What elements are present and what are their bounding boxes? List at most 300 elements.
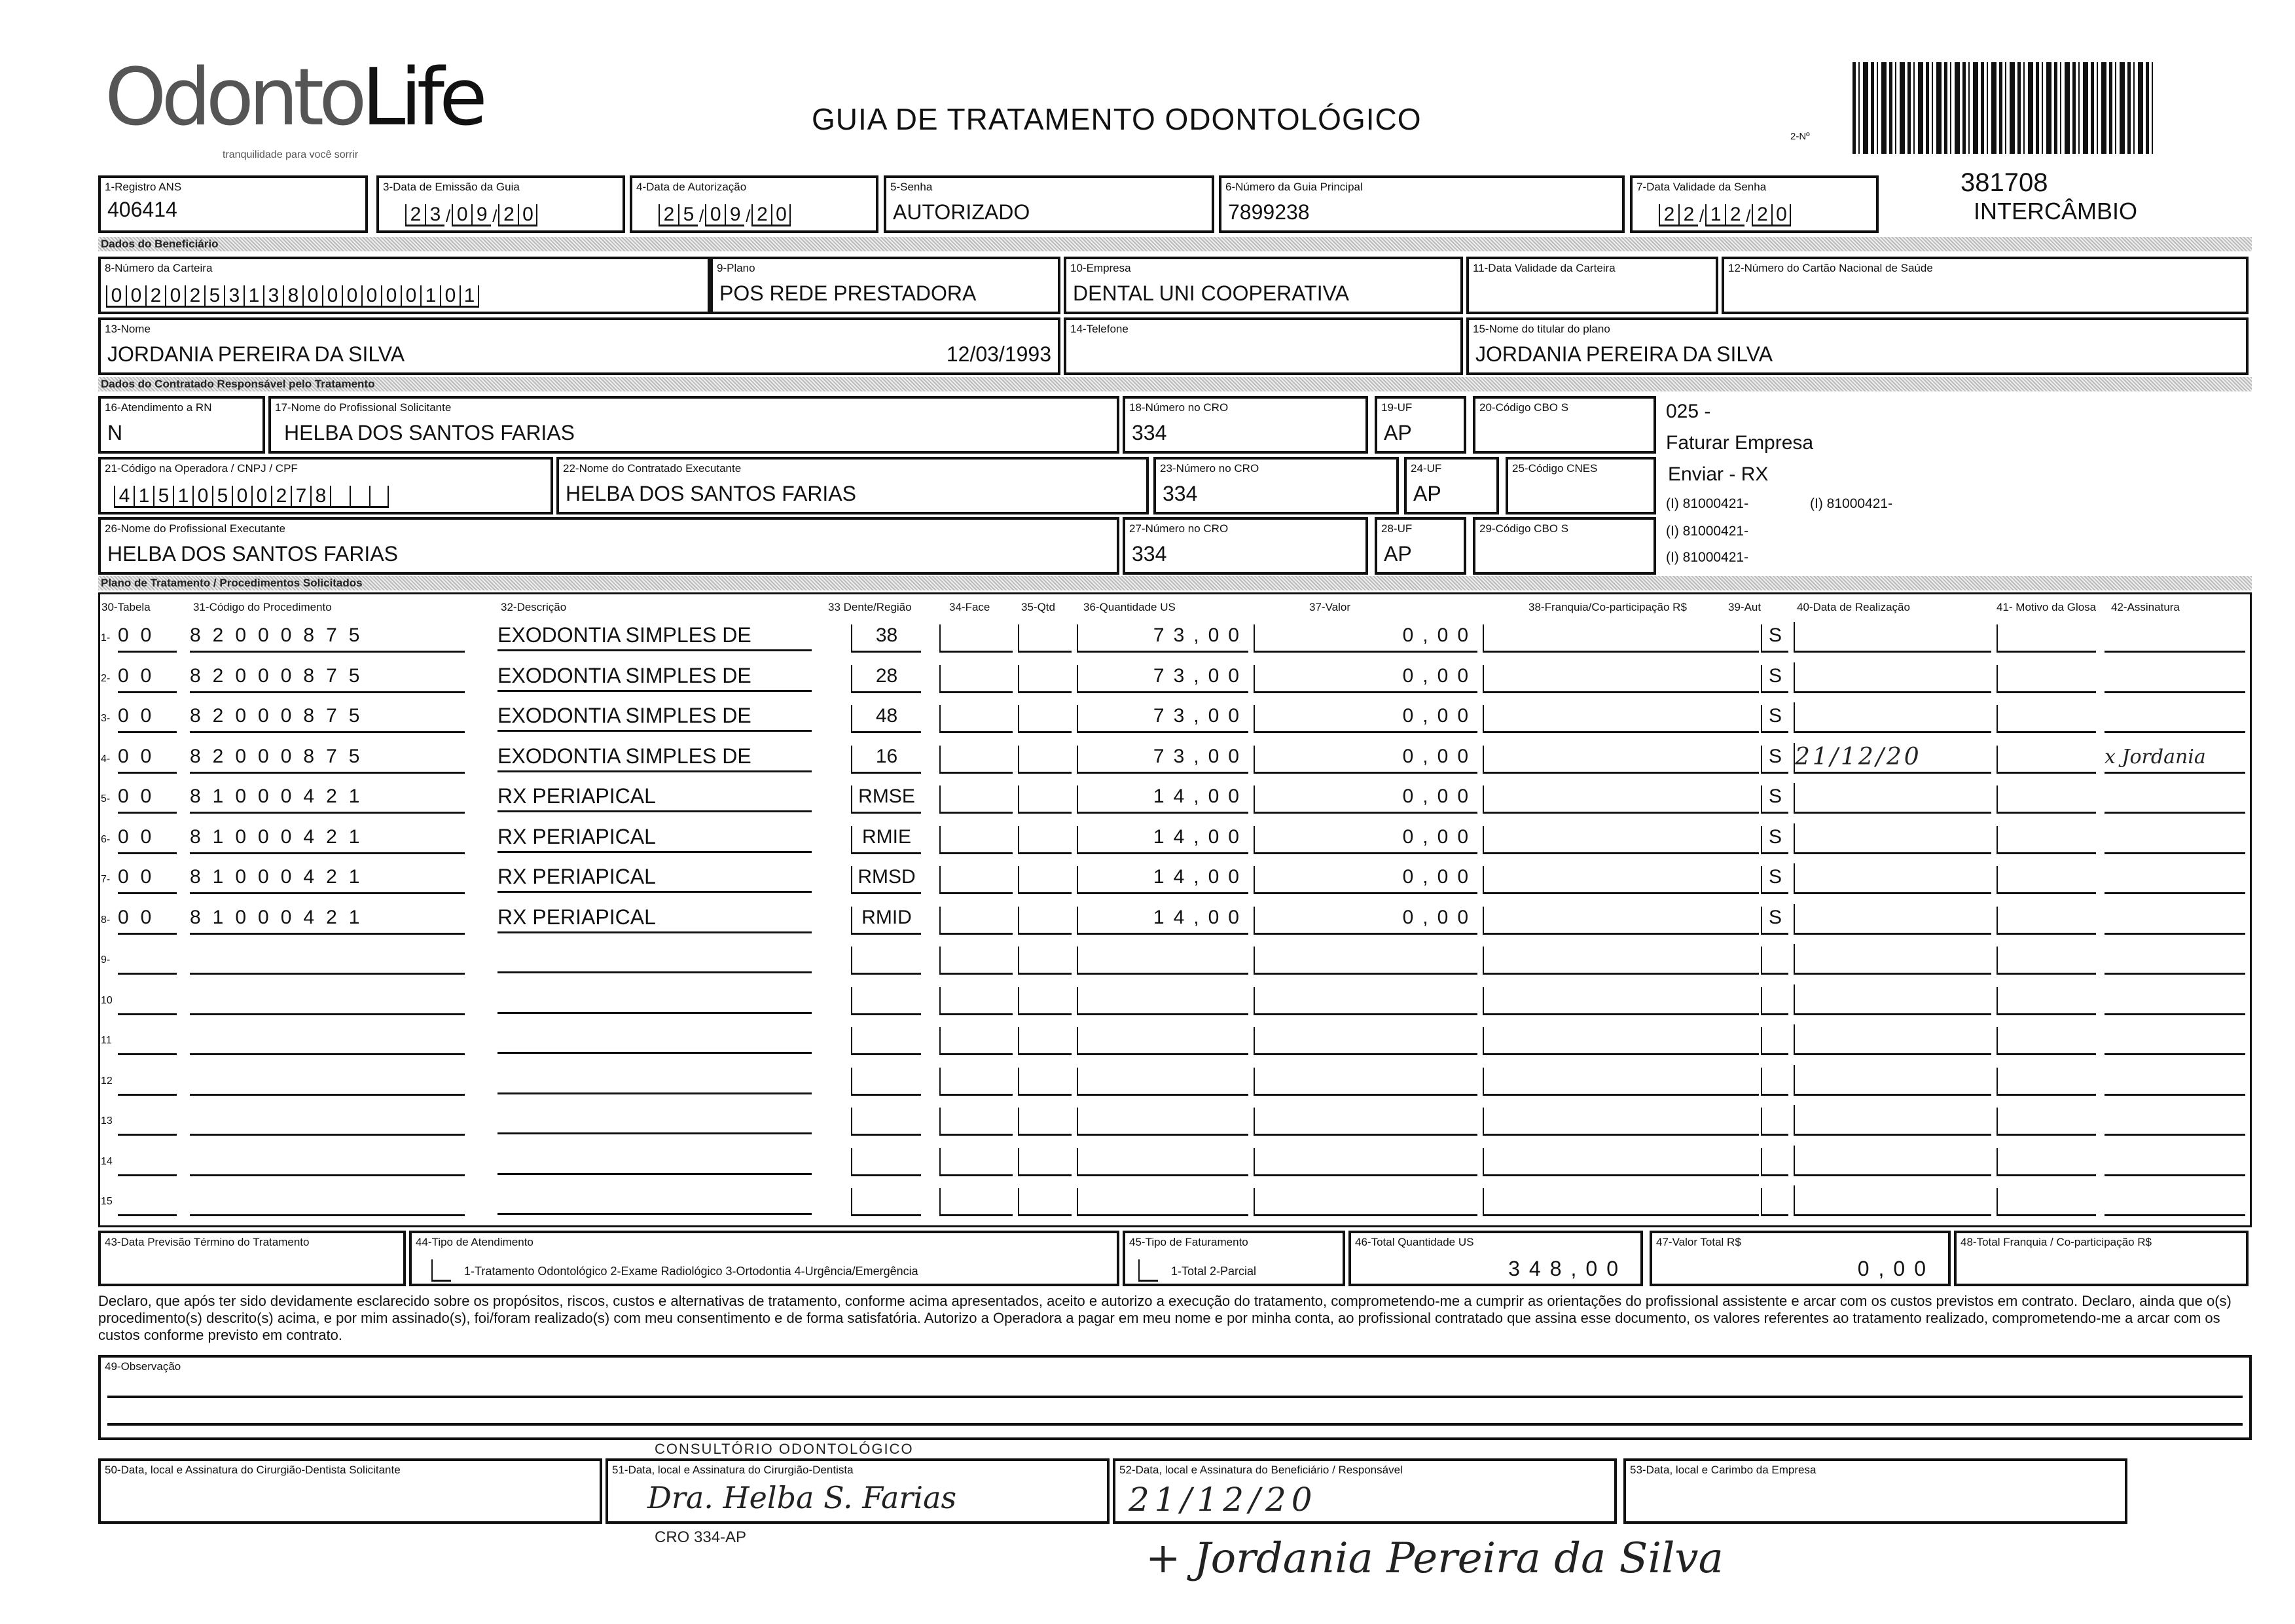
assinatura-cell[interactable] bbox=[2105, 1105, 2245, 1136]
codigo-cell[interactable] bbox=[190, 947, 465, 975]
cbo-20-field[interactable] bbox=[1473, 396, 1656, 454]
aut-cell[interactable] bbox=[1761, 1188, 1788, 1216]
tabela-cell[interactable]: 00 bbox=[118, 624, 177, 653]
codigo-cell[interactable] bbox=[190, 1188, 465, 1216]
face-cell[interactable] bbox=[939, 947, 1013, 975]
assinatura-cell[interactable] bbox=[2105, 1185, 2245, 1216]
table-row bbox=[98, 822, 2252, 855]
digit-cell: 0 bbox=[1771, 204, 1791, 226]
quantidade-us-cell[interactable] bbox=[1077, 947, 1248, 975]
th-descricao: 32-Descrição bbox=[501, 601, 567, 613]
data-realizacao-cell[interactable] bbox=[1794, 662, 1991, 693]
validade-senha-field[interactable] bbox=[1630, 175, 1879, 233]
descricao-cell[interactable] bbox=[497, 1066, 812, 1094]
cnes-field[interactable] bbox=[1506, 457, 1656, 514]
titular-field[interactable] bbox=[1466, 317, 2249, 375]
data-realizacao-cell[interactable] bbox=[1794, 1105, 1991, 1136]
data-realizacao-cell[interactable] bbox=[1794, 863, 1991, 894]
qtd-cell[interactable] bbox=[1018, 1027, 1072, 1055]
dente-cell[interactable] bbox=[851, 1108, 921, 1136]
data-realizacao-cell[interactable] bbox=[1794, 944, 1991, 975]
franquia-cell[interactable] bbox=[1483, 785, 1759, 814]
cro-23-value: 334 bbox=[1163, 482, 1198, 505]
observacao-field[interactable] bbox=[98, 1355, 2252, 1440]
qtd-cell[interactable] bbox=[1018, 1108, 1072, 1136]
quantidade-us-cell[interactable]: 73,00 bbox=[1077, 746, 1248, 774]
descricao-cell[interactable]: RX PERIAPICAL bbox=[497, 825, 812, 853]
total-us-field[interactable] bbox=[1348, 1231, 1643, 1286]
field-label: 26-Nome do Profissional Executante bbox=[105, 522, 285, 535]
descricao-cell[interactable]: EXODONTIA SIMPLES DE bbox=[497, 704, 812, 732]
date-separator: / bbox=[1746, 206, 1751, 226]
motivo-glosa-cell[interactable] bbox=[1997, 1027, 2096, 1055]
tabela-cell[interactable]: 00 bbox=[118, 785, 177, 814]
tabela-cell[interactable]: 00 bbox=[118, 907, 177, 935]
qtd-cell[interactable] bbox=[1018, 785, 1072, 814]
guia-principal-field[interactable] bbox=[1219, 175, 1625, 233]
dente-cell[interactable]: 38 bbox=[851, 624, 921, 653]
codigo-operadora-field[interactable] bbox=[98, 457, 553, 514]
qtd-cell[interactable] bbox=[1018, 1188, 1072, 1216]
field-label: 14-Telefone bbox=[1070, 323, 1129, 335]
assinatura-cell[interactable] bbox=[2105, 984, 2245, 1015]
quantidade-us-cell[interactable] bbox=[1077, 987, 1248, 1015]
dente-cell[interactable]: RMSE bbox=[851, 785, 921, 814]
qtd-cell[interactable] bbox=[1018, 746, 1072, 774]
valor-cell[interactable]: 0,00 bbox=[1254, 826, 1477, 854]
valor-cell[interactable] bbox=[1254, 1188, 1477, 1216]
qtd-cell[interactable] bbox=[1018, 826, 1072, 854]
registro-ans-field[interactable] bbox=[98, 175, 368, 233]
quantidade-us-cell[interactable]: 14,00 bbox=[1077, 907, 1248, 935]
face-cell[interactable] bbox=[939, 866, 1013, 894]
valor-cell[interactable]: 0,00 bbox=[1254, 785, 1477, 814]
descricao-cell[interactable]: RX PERIAPICAL bbox=[497, 905, 812, 933]
assinatura-cell[interactable] bbox=[2105, 863, 2245, 894]
valor-cell[interactable] bbox=[1254, 987, 1477, 1015]
digit-cell: 8 bbox=[283, 285, 302, 308]
valor-cell[interactable] bbox=[1254, 1148, 1477, 1176]
row-number: 8- bbox=[101, 914, 111, 926]
face-cell[interactable] bbox=[939, 665, 1013, 693]
motivo-glosa-cell[interactable] bbox=[1997, 705, 2096, 733]
field-label: 45-Tipo de Faturamento bbox=[1129, 1236, 1248, 1248]
codigo-cell[interactable]: 82000875 bbox=[190, 624, 465, 653]
qtd-cell[interactable] bbox=[1018, 665, 1072, 693]
uf-24-field[interactable] bbox=[1404, 457, 1499, 514]
field-label: 7-Data Validade da Senha bbox=[1636, 181, 1767, 193]
aut-cell[interactable]: S bbox=[1761, 866, 1788, 894]
note-line-3: Enviar - RX bbox=[1668, 463, 1769, 485]
quantidade-us-cell[interactable]: 14,00 bbox=[1077, 826, 1248, 854]
digit-cell: 0 bbox=[165, 285, 185, 308]
row-number: 13 bbox=[101, 1115, 113, 1127]
note-code: (I) 81000421- bbox=[1666, 496, 1749, 511]
valor-cell[interactable] bbox=[1254, 1108, 1477, 1136]
cro-18-value: 334 bbox=[1132, 421, 1167, 444]
field-label: 46-Total Quantidade US bbox=[1355, 1236, 1474, 1248]
data-emissao-field[interactable] bbox=[376, 175, 625, 233]
franquia-cell[interactable] bbox=[1483, 705, 1759, 733]
qtd-cell[interactable] bbox=[1018, 907, 1072, 935]
descricao-cell[interactable]: RX PERIAPICAL bbox=[497, 784, 812, 812]
codigo-cell[interactable]: 81000421 bbox=[190, 907, 465, 935]
data-realizacao-cell[interactable] bbox=[1794, 1146, 1991, 1176]
face-cell[interactable] bbox=[939, 1108, 1013, 1136]
tabela-cell[interactable] bbox=[118, 1148, 177, 1176]
empresa-field[interactable] bbox=[1064, 257, 1463, 314]
qtd-cell[interactable] bbox=[1018, 705, 1072, 733]
tipo-faturamento-field[interactable] bbox=[1123, 1231, 1345, 1286]
quantidade-us-cell[interactable]: 14,00 bbox=[1077, 785, 1248, 814]
digit-cell: 2 bbox=[1678, 204, 1698, 226]
nome-value: JORDANIA PEREIRA DA SILVA bbox=[107, 342, 405, 366]
tipo-atendimento-checkbox[interactable] bbox=[431, 1259, 451, 1282]
codigo-cell[interactable] bbox=[190, 1027, 465, 1055]
franquia-cell[interactable] bbox=[1483, 1027, 1759, 1055]
data-realizacao-cell[interactable] bbox=[1794, 702, 1991, 733]
codigo-cell[interactable]: 81000421 bbox=[190, 785, 465, 814]
f50-field[interactable] bbox=[98, 1458, 602, 1524]
face-cell[interactable] bbox=[939, 987, 1013, 1015]
aut-cell[interactable] bbox=[1761, 947, 1788, 975]
field-label: 49-Observação bbox=[105, 1360, 181, 1373]
guia-numero: 381708 bbox=[1961, 168, 2048, 197]
tabela-cell[interactable]: 00 bbox=[118, 746, 177, 774]
aut-cell[interactable]: S bbox=[1761, 785, 1788, 814]
valor-cell[interactable] bbox=[1254, 1068, 1477, 1096]
th-codigo: 31-Código do Procedimento bbox=[193, 601, 332, 613]
tipo-atendimento-field[interactable] bbox=[409, 1231, 1119, 1286]
motivo-glosa-cell[interactable] bbox=[1997, 826, 2096, 854]
quantidade-us-cell[interactable] bbox=[1077, 1068, 1248, 1096]
descricao-cell[interactable]: EXODONTIA SIMPLES DE bbox=[497, 623, 812, 651]
row-number: 5- bbox=[101, 793, 111, 804]
plano-field[interactable] bbox=[710, 257, 1060, 314]
codigo-cell[interactable] bbox=[190, 1068, 465, 1096]
intercambio-label: INTERCÂMBIO bbox=[1974, 198, 2138, 225]
field-label: 47-Valor Total R$ bbox=[1656, 1236, 1741, 1248]
digit-cell: 1 bbox=[134, 486, 153, 508]
digit-cell: 0 bbox=[126, 285, 145, 308]
codigo-cell[interactable] bbox=[190, 987, 465, 1015]
aut-cell[interactable]: S bbox=[1761, 705, 1788, 733]
assinatura-cell[interactable] bbox=[2105, 662, 2245, 693]
quantidade-us-cell[interactable] bbox=[1077, 1108, 1248, 1136]
quantidade-us-cell[interactable] bbox=[1077, 1027, 1248, 1055]
quantidade-us-cell[interactable]: 73,00 bbox=[1077, 665, 1248, 693]
tabela-cell[interactable] bbox=[118, 1108, 177, 1136]
digit-cell: 0 bbox=[251, 486, 271, 508]
face-cell[interactable] bbox=[939, 785, 1013, 814]
data-realizacao-cell[interactable]: 21/12/20 bbox=[1794, 743, 1991, 774]
motivo-glosa-cell[interactable] bbox=[1997, 947, 2096, 975]
valor-cell[interactable]: 0,00 bbox=[1254, 746, 1477, 774]
data-realizacao-cell[interactable] bbox=[1794, 1065, 1991, 1096]
qtd-cell[interactable] bbox=[1018, 1148, 1072, 1176]
dente-cell[interactable] bbox=[851, 1148, 921, 1176]
quantidade-us-cell[interactable] bbox=[1077, 1148, 1248, 1176]
digit-cell: 1 bbox=[244, 285, 263, 308]
motivo-glosa-cell[interactable] bbox=[1997, 665, 2096, 693]
motivo-glosa-cell[interactable] bbox=[1997, 785, 2096, 814]
uf-28-field[interactable] bbox=[1375, 517, 1466, 575]
qtd-cell[interactable] bbox=[1018, 987, 1072, 1015]
motivo-glosa-cell[interactable] bbox=[1997, 1188, 2096, 1216]
prof-executante-field[interactable] bbox=[98, 517, 1119, 575]
digit-cell: 2 bbox=[751, 204, 771, 226]
descricao-cell[interactable]: RX PERIAPICAL bbox=[497, 865, 812, 893]
codigo-cell[interactable]: 81000421 bbox=[190, 826, 465, 854]
cro-18-field[interactable] bbox=[1123, 396, 1368, 454]
dente-cell[interactable] bbox=[851, 1068, 921, 1096]
face-cell[interactable] bbox=[939, 1148, 1013, 1176]
aut-cell[interactable] bbox=[1761, 1068, 1788, 1096]
franquia-cell[interactable] bbox=[1483, 987, 1759, 1015]
assinatura-cell[interactable] bbox=[2105, 702, 2245, 733]
face-cell[interactable] bbox=[939, 826, 1013, 854]
empresa-value: DENTAL UNI COOPERATIVA bbox=[1073, 281, 1349, 305]
cro-23-field[interactable] bbox=[1153, 457, 1399, 514]
dente-cell[interactable]: 48 bbox=[851, 705, 921, 733]
registro-ans-value: 406414 bbox=[107, 198, 177, 221]
dente-cell[interactable] bbox=[851, 1188, 921, 1216]
aut-cell[interactable]: S bbox=[1761, 624, 1788, 653]
tipo-faturamento-checkbox[interactable] bbox=[1138, 1259, 1158, 1282]
descricao-cell[interactable]: EXODONTIA SIMPLES DE bbox=[497, 664, 812, 692]
assinatura-cell[interactable] bbox=[2105, 823, 2245, 854]
codigo-operadora-digits bbox=[114, 486, 389, 508]
face-cell[interactable] bbox=[939, 705, 1013, 733]
quantidade-us-cell[interactable]: 14,00 bbox=[1077, 866, 1248, 894]
franquia-cell[interactable] bbox=[1483, 1068, 1759, 1096]
f53-field[interactable] bbox=[1623, 1458, 2127, 1524]
franquia-cell[interactable] bbox=[1483, 1108, 1759, 1136]
dente-cell[interactable] bbox=[851, 947, 921, 975]
face-cell[interactable] bbox=[939, 907, 1013, 935]
assinatura-cell[interactable]: x Jordania bbox=[2105, 743, 2245, 774]
assinatura-cell[interactable] bbox=[2105, 1065, 2245, 1096]
section-plano: Plano de Tratamento / Procedimentos Solicitados bbox=[98, 576, 2252, 590]
valor-cell[interactable]: 0,00 bbox=[1254, 866, 1477, 894]
franquia-cell[interactable] bbox=[1483, 1188, 1759, 1216]
row-number: 14 bbox=[101, 1155, 113, 1167]
digit-cell: 5 bbox=[678, 204, 698, 226]
th-tabela: 30-Tabela bbox=[101, 601, 151, 613]
dente-cell[interactable]: RMSD bbox=[851, 866, 921, 894]
valor-total-field[interactable] bbox=[1650, 1231, 1951, 1286]
data-realizacao-cell[interactable] bbox=[1794, 622, 1991, 653]
motivo-glosa-cell[interactable] bbox=[1997, 1148, 2096, 1176]
row-number: 9- bbox=[101, 954, 111, 965]
motivo-glosa-cell[interactable] bbox=[1997, 746, 2096, 774]
field-label: 10-Empresa bbox=[1070, 262, 1131, 274]
table-row bbox=[98, 782, 2252, 814]
digit-cell: 0 bbox=[381, 285, 401, 308]
prof-solicitante-field[interactable] bbox=[268, 396, 1119, 454]
assinatura-cell[interactable] bbox=[2105, 622, 2245, 653]
tabela-cell[interactable]: 00 bbox=[118, 705, 177, 733]
descricao-cell[interactable] bbox=[497, 1026, 812, 1054]
qtd-cell[interactable] bbox=[1018, 1068, 1072, 1096]
franquia-cell[interactable] bbox=[1483, 866, 1759, 894]
aut-cell[interactable]: S bbox=[1761, 746, 1788, 774]
codigo-cell[interactable] bbox=[190, 1148, 465, 1176]
digit-cell: 0 bbox=[705, 204, 725, 226]
tabela-cell[interactable] bbox=[118, 987, 177, 1015]
field-label: 28-UF bbox=[1381, 522, 1413, 535]
descricao-cell[interactable]: EXODONTIA SIMPLES DE bbox=[497, 744, 812, 772]
cro-27-field[interactable] bbox=[1123, 517, 1368, 575]
digit-cell: 2 bbox=[185, 285, 204, 308]
assinatura-cell[interactable] bbox=[2105, 1024, 2245, 1055]
aut-cell[interactable]: S bbox=[1761, 665, 1788, 693]
data-realizacao-cell[interactable] bbox=[1794, 984, 1991, 1015]
motivo-glosa-cell[interactable] bbox=[1997, 624, 2096, 653]
face-cell[interactable] bbox=[939, 1068, 1013, 1096]
tabela-cell[interactable]: 00 bbox=[118, 866, 177, 894]
data-realizacao-cell[interactable] bbox=[1794, 1024, 1991, 1055]
dente-cell[interactable]: 16 bbox=[851, 746, 921, 774]
motivo-glosa-cell[interactable] bbox=[1997, 907, 2096, 935]
tabela-cell[interactable] bbox=[118, 947, 177, 975]
motivo-glosa-cell[interactable] bbox=[1997, 1068, 2096, 1096]
dente-cell[interactable]: 28 bbox=[851, 665, 921, 693]
quantidade-us-cell[interactable]: 73,00 bbox=[1077, 624, 1248, 653]
motivo-glosa-cell[interactable] bbox=[1997, 987, 2096, 1015]
digit-cell: 0 bbox=[322, 285, 342, 308]
digit-cell: 2 bbox=[405, 204, 425, 226]
quantidade-us-cell[interactable] bbox=[1077, 1188, 1248, 1216]
codigo-cell[interactable]: 81000421 bbox=[190, 866, 465, 894]
codigo-cell[interactable]: 82000875 bbox=[190, 665, 465, 693]
digit-cell: 1 bbox=[420, 285, 440, 308]
franquia-cell[interactable] bbox=[1483, 746, 1759, 774]
f52-field[interactable] bbox=[1113, 1458, 1617, 1524]
tabela-cell[interactable] bbox=[118, 1027, 177, 1055]
codigo-cell[interactable] bbox=[190, 1108, 465, 1136]
tabela-cell[interactable]: 00 bbox=[118, 665, 177, 693]
data-realizacao-cell[interactable] bbox=[1794, 904, 1991, 935]
face-cell[interactable] bbox=[939, 746, 1013, 774]
logo-tagline: tranquilidade para você sorrir bbox=[223, 149, 359, 160]
qtd-cell[interactable] bbox=[1018, 866, 1072, 894]
data-autorizacao-field[interactable] bbox=[630, 175, 878, 233]
face-cell[interactable] bbox=[939, 1027, 1013, 1055]
assinatura-cell[interactable] bbox=[2105, 944, 2245, 975]
tabela-cell[interactable]: 00 bbox=[118, 826, 177, 854]
data-realizacao-cell[interactable] bbox=[1794, 823, 1991, 854]
th-franquia: 38-Franquia/Co-participação R$ bbox=[1528, 601, 1687, 613]
franquia-cell[interactable] bbox=[1483, 665, 1759, 693]
descricao-cell[interactable] bbox=[497, 1106, 812, 1134]
data-realizacao-cell[interactable] bbox=[1794, 783, 1991, 814]
aut-cell[interactable] bbox=[1761, 987, 1788, 1015]
motivo-glosa-cell[interactable] bbox=[1997, 1108, 2096, 1136]
descricao-cell[interactable] bbox=[497, 986, 812, 1014]
validade-carteira-field[interactable] bbox=[1466, 257, 1718, 314]
carteira-field[interactable] bbox=[98, 257, 710, 314]
dente-cell[interactable] bbox=[851, 1027, 921, 1055]
tabela-cell[interactable] bbox=[118, 1188, 177, 1216]
assinatura-cell[interactable] bbox=[2105, 783, 2245, 814]
f51-field[interactable] bbox=[605, 1458, 1110, 1524]
digit-cell: 0 bbox=[302, 285, 322, 308]
field-label: 12-Número do Cartão Nacional de Saúde bbox=[1728, 262, 1933, 274]
valor-cell[interactable]: 0,00 bbox=[1254, 665, 1477, 693]
franquia-cell[interactable] bbox=[1483, 947, 1759, 975]
face-cell[interactable] bbox=[939, 624, 1013, 653]
prof-executante-value: HELBA DOS SANTOS FARIAS bbox=[107, 542, 398, 566]
telefone-field[interactable] bbox=[1064, 317, 1463, 375]
row-number: 10 bbox=[101, 994, 113, 1006]
cbo-29-field[interactable] bbox=[1473, 517, 1656, 575]
descricao-cell[interactable] bbox=[497, 1147, 812, 1175]
cartao-nacional-field[interactable] bbox=[1722, 257, 2249, 314]
franquia-cell[interactable] bbox=[1483, 624, 1759, 653]
atendimento-rn-field[interactable] bbox=[98, 396, 265, 454]
senha-field[interactable] bbox=[884, 175, 1214, 233]
qtd-cell[interactable] bbox=[1018, 624, 1072, 653]
valor-cell[interactable]: 0,00 bbox=[1254, 907, 1477, 935]
face-cell[interactable] bbox=[939, 1188, 1013, 1216]
note-code: (I) 81000421- bbox=[1666, 550, 1749, 565]
total-franquia-field[interactable] bbox=[1954, 1231, 2249, 1286]
digit-cell: 0 bbox=[106, 285, 126, 308]
codigo-cell[interactable]: 82000875 bbox=[190, 746, 465, 774]
dente-cell[interactable]: RMIE bbox=[851, 826, 921, 854]
codigo-cell[interactable]: 82000875 bbox=[190, 705, 465, 733]
aut-cell[interactable] bbox=[1761, 1108, 1788, 1136]
valor-cell[interactable]: 0,00 bbox=[1254, 624, 1477, 653]
nome-field[interactable] bbox=[98, 317, 1060, 375]
th-qtd: 35-Qtd bbox=[1021, 601, 1055, 613]
dente-cell[interactable] bbox=[851, 987, 921, 1015]
valor-cell[interactable] bbox=[1254, 947, 1477, 975]
field-label: 3-Data de Emissão da Guia bbox=[383, 181, 520, 193]
senha-value: AUTORIZADO bbox=[893, 200, 1030, 224]
assinatura-cell[interactable] bbox=[2105, 1146, 2245, 1176]
franquia-cell[interactable] bbox=[1483, 907, 1759, 935]
descricao-cell[interactable] bbox=[497, 1187, 812, 1215]
valor-cell[interactable] bbox=[1254, 1027, 1477, 1055]
aut-cell[interactable]: S bbox=[1761, 826, 1788, 854]
note-code: (I) 81000421- bbox=[1810, 496, 1893, 511]
quantidade-us-cell[interactable]: 73,00 bbox=[1077, 705, 1248, 733]
digit-cell: 3 bbox=[224, 285, 244, 308]
descricao-cell[interactable] bbox=[497, 945, 812, 973]
digit-cell: 2 bbox=[1725, 204, 1744, 226]
valor-cell[interactable]: 0,00 bbox=[1254, 705, 1477, 733]
digit-cell: 2 bbox=[1752, 204, 1771, 226]
uf-19-field[interactable] bbox=[1375, 396, 1466, 454]
qtd-cell[interactable] bbox=[1018, 947, 1072, 975]
aut-cell[interactable] bbox=[1761, 1027, 1788, 1055]
dente-cell[interactable]: RMID bbox=[851, 907, 921, 935]
assinatura-cell[interactable] bbox=[2105, 904, 2245, 935]
th-data-realizacao: 40-Data de Realização bbox=[1797, 601, 1910, 613]
data-realizacao-cell[interactable] bbox=[1794, 1185, 1991, 1216]
motivo-glosa-cell[interactable] bbox=[1997, 866, 2096, 894]
contratado-executante-field[interactable] bbox=[556, 457, 1149, 514]
aut-cell[interactable] bbox=[1761, 1148, 1788, 1176]
previsao-field[interactable] bbox=[98, 1231, 406, 1286]
franquia-cell[interactable] bbox=[1483, 1148, 1759, 1176]
aut-cell[interactable]: S bbox=[1761, 907, 1788, 935]
franquia-cell[interactable] bbox=[1483, 826, 1759, 854]
date-separator: / bbox=[446, 206, 451, 226]
tabela-cell[interactable] bbox=[118, 1068, 177, 1096]
